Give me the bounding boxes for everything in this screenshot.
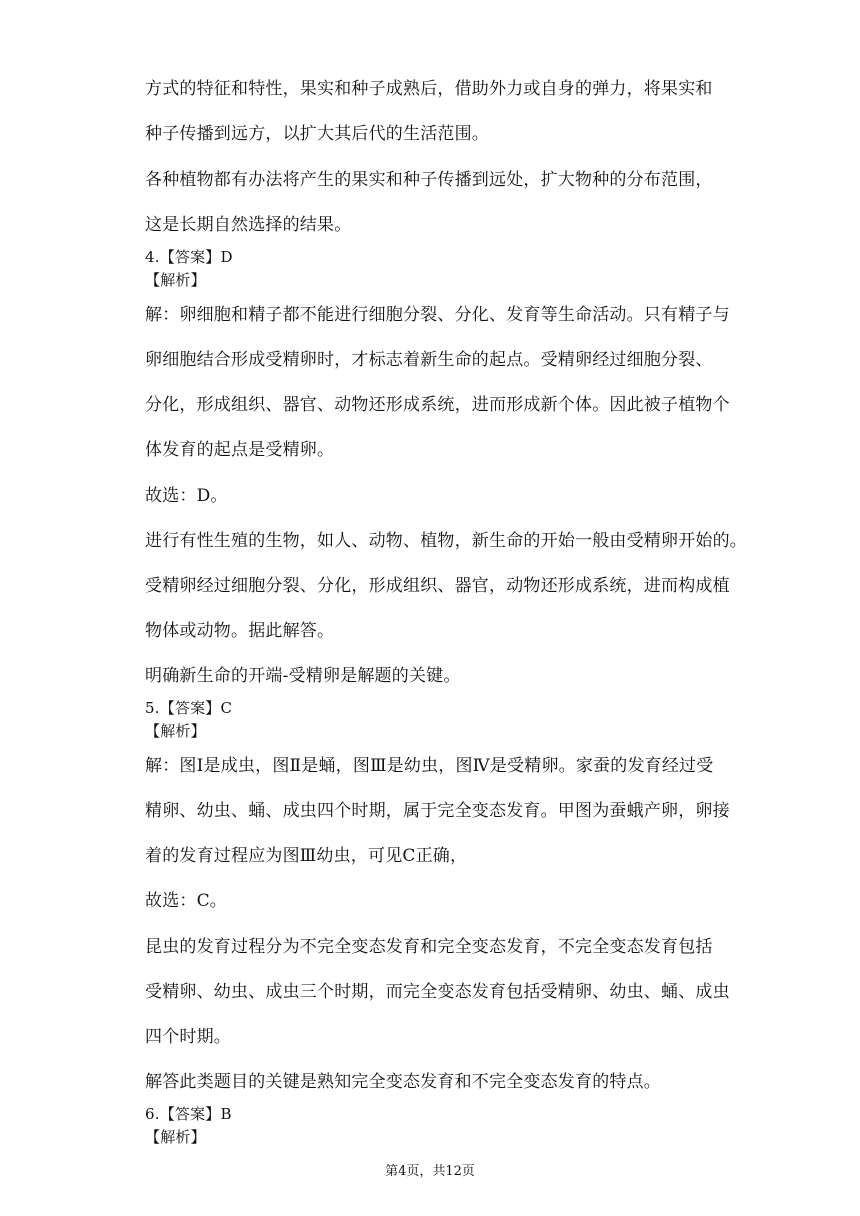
text-line: 明确新生命的开端-受精卵是解题的关键。 <box>145 666 461 686</box>
text-line: 故选：D。 <box>145 486 228 506</box>
answer-heading-q4: 4.【答案】D <box>145 248 233 266</box>
text-line: 受精卵经过细胞分裂、分化，形成组织、器官，动物还形成系统，进而构成植 <box>145 576 730 596</box>
text-line: 解：卵细胞和精子都不能进行细胞分裂、分化、发育等生命活动。只有精子与 <box>145 305 730 325</box>
text-line: 种子传播到远方，以扩大其后代的生活范围。 <box>145 124 489 144</box>
text-line: 体发育的起点是受精卵。 <box>145 440 335 460</box>
text-line: 进行有性生殖的生物，如人、动物、植物，新生命的开始一般由受精卵开始的。 <box>145 531 747 551</box>
text-line: 各种植物都有办法将产生的果实和种子传播到远处，扩大物种的分布范围， <box>145 170 713 190</box>
text-line: 受精卵、幼虫、成虫三个时期，而完全变态发育包括受精卵、幼虫、蛹、成虫 <box>145 982 730 1002</box>
text-line: 四个时期。 <box>145 1027 231 1047</box>
text-line: 昆虫的发育过程分为不完全变态发育和完全变态发育，不完全变态发育包括 <box>145 937 713 957</box>
text-line: 故选：C。 <box>145 891 228 911</box>
analysis-heading: 【解析】 <box>145 271 206 289</box>
text-line: 卵细胞结合形成受精卵时，才标志着新生命的起点。受精卵经过细胞分裂、 <box>145 350 713 370</box>
answer-heading-q6: 6.【答案】B <box>145 1105 232 1123</box>
answer-heading-q5: 5.【答案】C <box>145 699 233 717</box>
analysis-heading: 【解析】 <box>145 722 206 740</box>
analysis-heading: 【解析】 <box>145 1128 206 1146</box>
text-line: 这是长期自然选择的结果。 <box>145 215 352 235</box>
text-line: 分化，形成组织、器官、动物还形成系统，进而形成新个体。因此被子植物个 <box>145 395 730 415</box>
text-line: 解答此类题目的关键是熟知完全变态发育和不完全变态发育的特点。 <box>145 1072 661 1092</box>
text-line: 方式的特征和特性，果实和种子成熟后，借助外力或自身的弹力，将果实和 <box>145 79 713 99</box>
text-line: 解：图Ⅰ是成虫，图Ⅱ是蛹，图Ⅲ是幼虫，图Ⅳ是受精卵。家蚕的发育经过受 <box>145 756 714 776</box>
page-footer: 第4页，共12页 <box>385 1164 475 1179</box>
text-line: 着的发育过程应为图Ⅲ幼虫，可见C正确， <box>145 846 468 866</box>
text-line: 物体或动物。据此解答。 <box>145 621 335 641</box>
text-line: 精卵、幼虫、蛹、成虫四个时期，属于完全变态发育。甲图为蚕蛾产卵，卵接 <box>145 801 730 821</box>
